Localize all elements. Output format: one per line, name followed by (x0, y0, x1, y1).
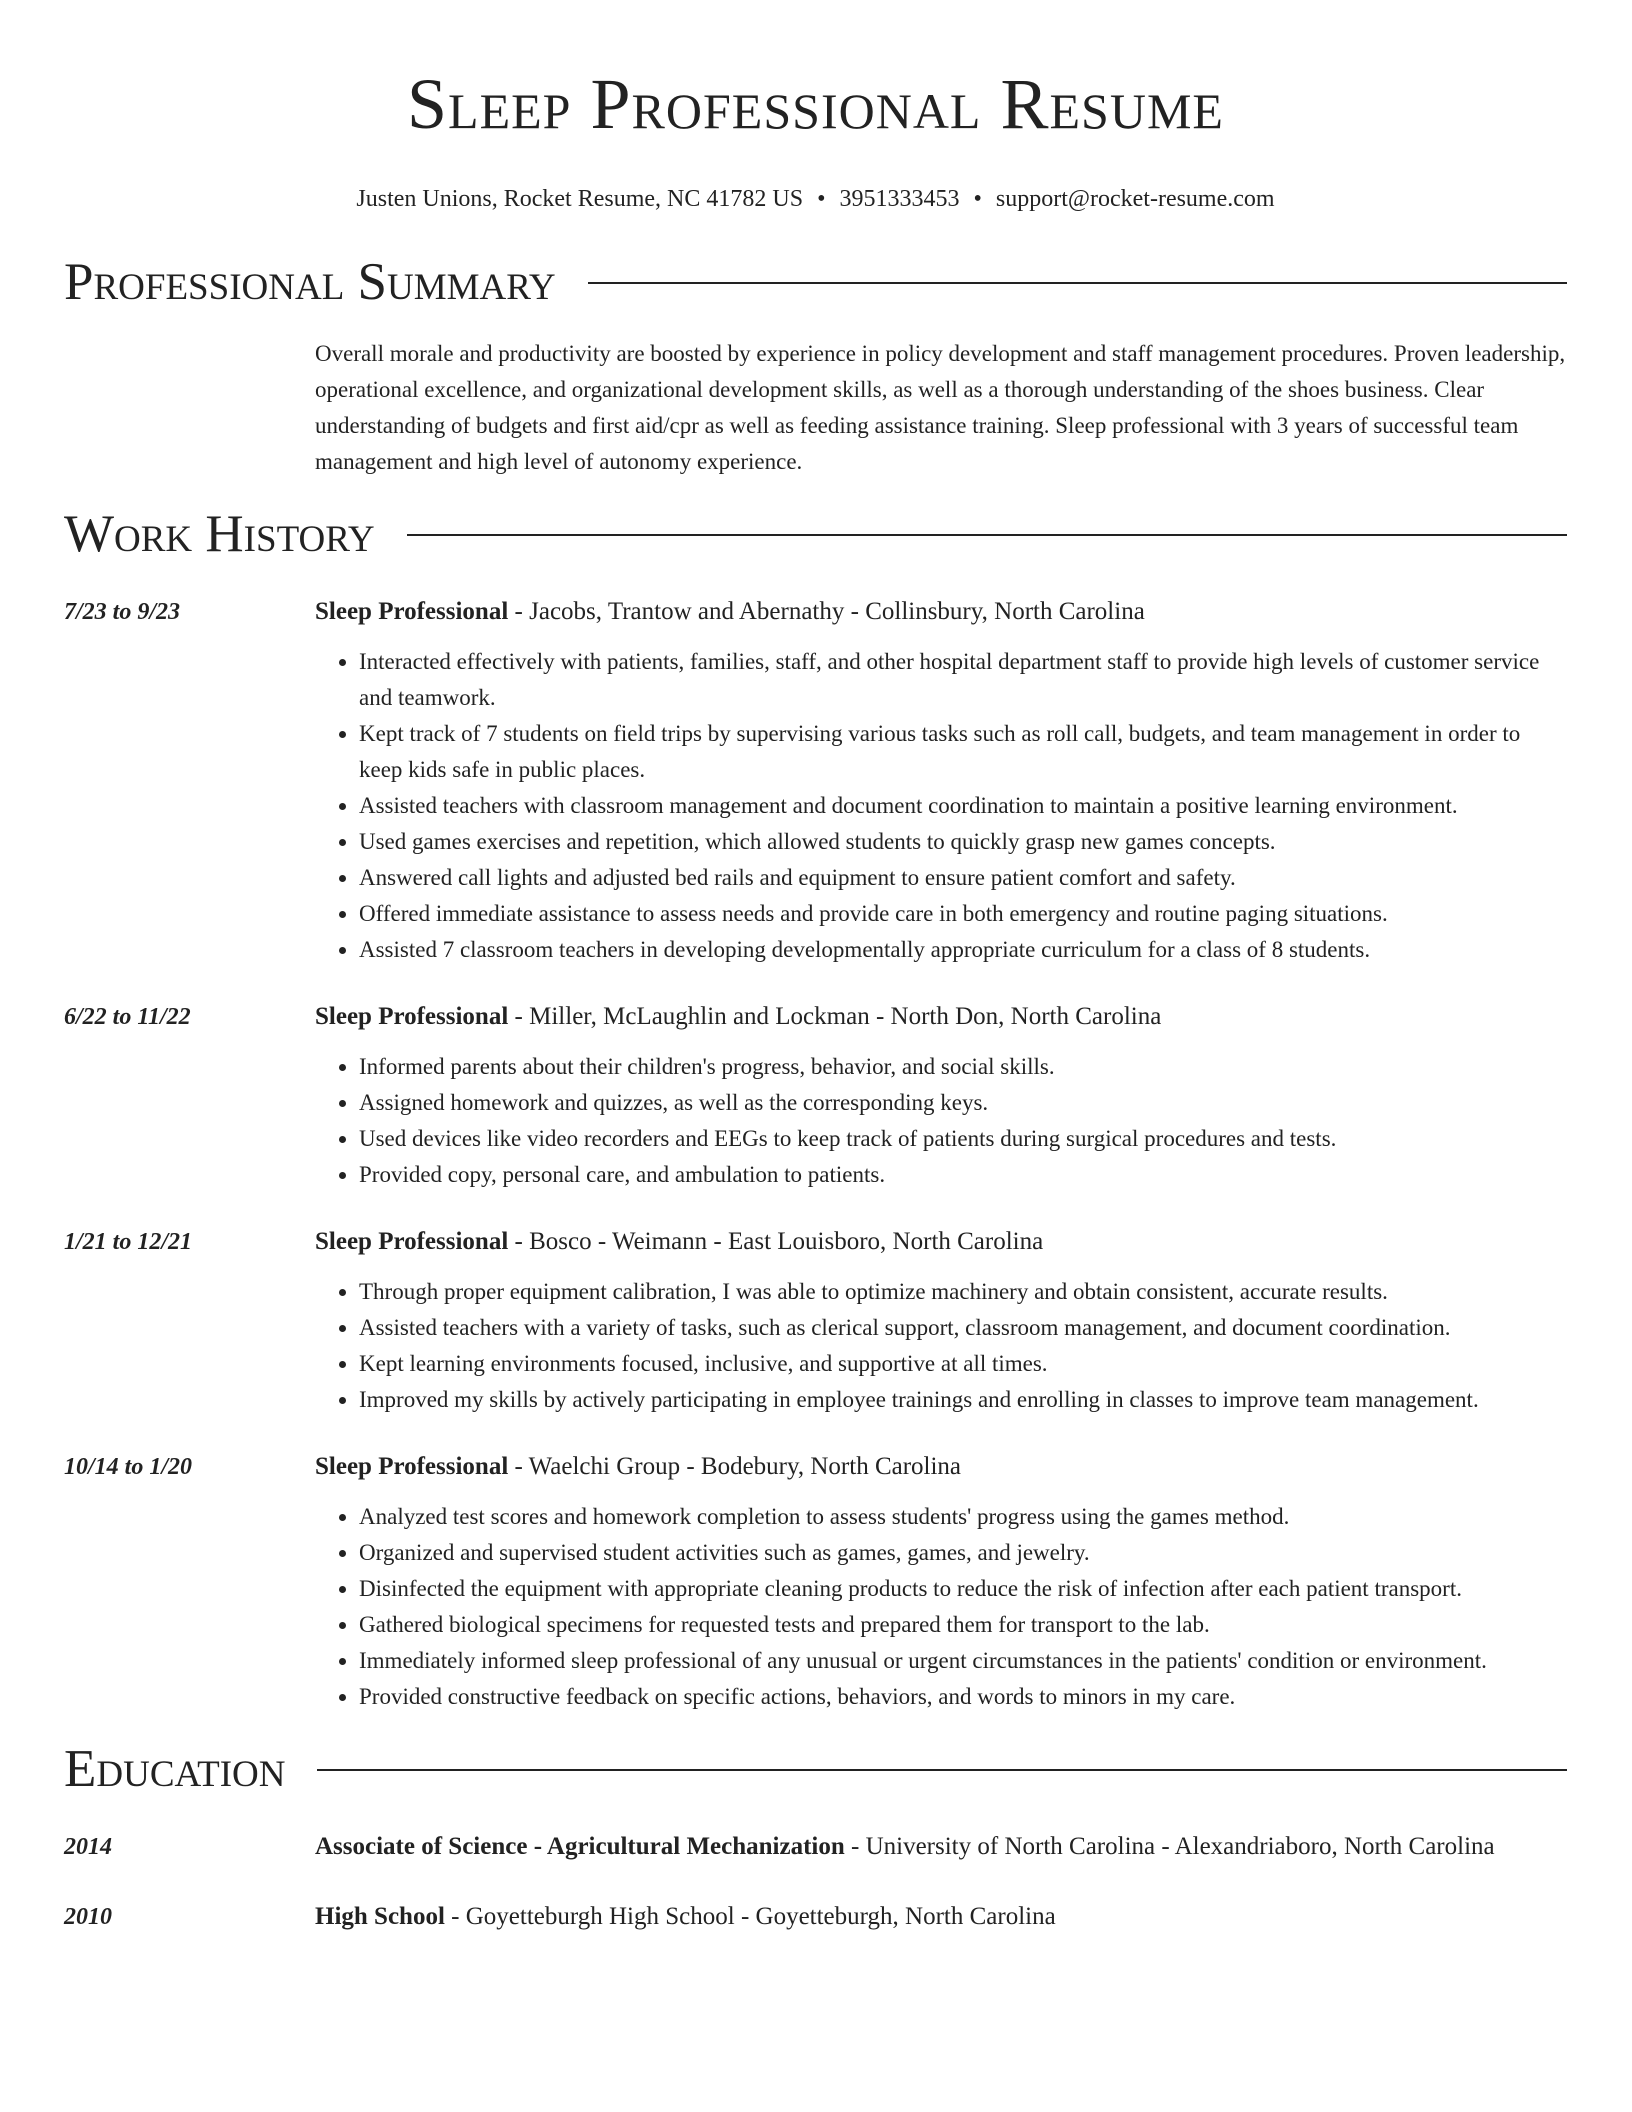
job-bullet: • Gathered biological specimens for requested tests and prepared them for transport to the lab. (359, 1607, 1567, 1643)
job-entry (64, 999, 1567, 1193)
job-title: Sleep Professional (315, 1453, 509, 1480)
job-date: 7/23 to 9/23 (64, 599, 181, 625)
education-school-location: - Goyetteburgh High School - Goyetteburgh, North Carolina (444, 1903, 1056, 1930)
education-body (315, 1899, 1567, 1935)
job-bullets (315, 1499, 1567, 1715)
job-bullet: • Answered call lights and adjusted bed rails and equipment to ensure patient comfort and safety. (359, 860, 1567, 896)
job-body (315, 1449, 1567, 1715)
job-bullets (315, 644, 1567, 968)
contact-address: Justen Unions, Rocket Resume, NC 41782 US (356, 186, 804, 212)
section-divider (317, 1769, 1567, 1771)
job-headline (315, 594, 1567, 630)
summary-section-header (64, 252, 1567, 312)
job-bullet: • Interacted effectively with patients, families, staff, and other hospital department staff to provide high levels of customer service and teamwork. (359, 644, 1567, 716)
job-employer-location: - Waelchi Group - Bodebury, North Carolina (508, 1453, 962, 1480)
job-bullet: • Used devices like video recorders and EEGs to keep track of patients during surgical procedures and tests. (359, 1121, 1567, 1157)
job-date: 10/14 to 1/20 (64, 1454, 193, 1480)
contact-line (64, 184, 1567, 214)
job-bullet: • Disinfected the equipment with appropriate cleaning products to reduce the risk of infection after each patient transport. (359, 1571, 1567, 1607)
job-bullet: • Provided copy, personal care, and ambulation to patients. (359, 1157, 1567, 1193)
job-headline (315, 999, 1567, 1035)
job-body (315, 999, 1567, 1193)
job-bullet: • Assisted teachers with a variety of tasks, such as clerical support, classroom management, and document coordination. (359, 1310, 1567, 1346)
job-bullet: • Immediately informed sleep professional of any unusual or urgent circumstances in the patients' condition or environment. (359, 1643, 1567, 1679)
education-degree: High School (315, 1903, 445, 1930)
job-bullet: • Organized and supervised student activities such as games, games, and jewelry. (359, 1535, 1567, 1571)
education-section-header (64, 1739, 1567, 1799)
education-headline (315, 1899, 1567, 1935)
job-employer-location: - Jacobs, Trantow and Abernathy - Collinsbury, North Carolina (508, 598, 1145, 625)
job-entry (64, 1224, 1567, 1418)
job-title: Sleep Professional (315, 598, 509, 625)
education-headline (315, 1829, 1567, 1865)
job-headline (315, 1449, 1567, 1485)
resume-title: Sleep Professional Resume (407, 64, 1224, 144)
education-entry (64, 1829, 1567, 1865)
job-bullet: • Kept track of 7 students on field trips by supervising various tasks such as roll call, budgets, and team management in order to keep kids safe in public places. (359, 716, 1567, 788)
education-entry (64, 1899, 1567, 1935)
education-date: 2010 (64, 1904, 112, 1930)
section-divider (407, 534, 1567, 536)
job-bullet: • Assisted teachers with classroom management and document coordination to maintain a positive learning environment. (359, 788, 1567, 824)
job-bullet: • Kept learning environments focused, inclusive, and supportive at all times. (359, 1346, 1567, 1382)
work-section-header (64, 504, 1567, 564)
section-divider (588, 282, 1567, 284)
education-heading: Education (64, 1740, 286, 1798)
education-date: 2014 (64, 1834, 112, 1860)
job-entry (64, 1449, 1567, 1715)
job-bullet: • Improved my skills by actively participating in employee trainings and enrolling in classes to improve team management. (359, 1382, 1567, 1418)
job-title: Sleep Professional (315, 1003, 509, 1030)
job-employer-location: - Miller, McLaughlin and Lockman - North Don, North Carolina (508, 1003, 1162, 1030)
job-bullet: • Analyzed test scores and homework completion to assess students' progress using the games method. (359, 1499, 1567, 1535)
job-bullet: • Informed parents about their children's progress, behavior, and social skills. (359, 1049, 1567, 1085)
summary-heading: Professional Summary (64, 253, 556, 311)
job-bullet: • Offered immediate assistance to assess needs and provide care in both emergency and routine paging situations. (359, 896, 1567, 932)
job-date: 6/22 to 11/22 (64, 1004, 191, 1030)
work-heading: Work History (64, 505, 375, 563)
contact-separator: • (817, 186, 826, 212)
job-bullet: • Through proper equipment calibration, I was able to optimize machinery and obtain consistent, accurate results. (359, 1274, 1567, 1310)
job-body (315, 594, 1567, 968)
contact-separator: • (973, 186, 982, 212)
job-body (315, 1224, 1567, 1418)
summary-text: Overall morale and productivity are boosted by experience in policy development and staff management procedures. Proven leadership, operational excellence, and organizational development skills, as well as a thorough understanding of the shoes business. Clear understanding of budgets and first aid/cpr as well as feeding assistance training. Sleep professional with 3 years of successful team management and high level of autonomy experience. (315, 341, 1566, 474)
job-date: 1/21 to 12/21 (64, 1229, 193, 1255)
job-employer-location: - Bosco - Weimann - East Louisboro, North Carolina (508, 1228, 1044, 1255)
education-body (315, 1829, 1567, 1865)
job-bullet: • Used games exercises and repetition, which allowed students to quickly grasp new games concepts. (359, 824, 1567, 860)
job-entry (64, 594, 1567, 968)
job-title: Sleep Professional (315, 1228, 509, 1255)
contact-email[interactable]: support@rocket-resume.com (995, 186, 1275, 212)
job-bullet: • Provided constructive feedback on specific actions, behaviors, and words to minors in my care. (359, 1679, 1567, 1715)
job-headline (315, 1224, 1567, 1260)
job-bullet: • Assigned homework and quizzes, as well as the corresponding keys. (359, 1085, 1567, 1121)
resume-page (64, 0, 1567, 1935)
job-bullets (315, 1274, 1567, 1418)
job-bullets (315, 1049, 1567, 1193)
education-degree: Associate of Science - Agricultural Mechanization (315, 1833, 845, 1860)
contact-phone: 3951333453 (839, 186, 960, 212)
job-bullet: • Assisted 7 classroom teachers in developing developmentally appropriate curriculum for a class of 8 students. (359, 932, 1567, 968)
education-school-location: - University of North Carolina - Alexandriaboro, North Carolina (844, 1833, 1495, 1860)
